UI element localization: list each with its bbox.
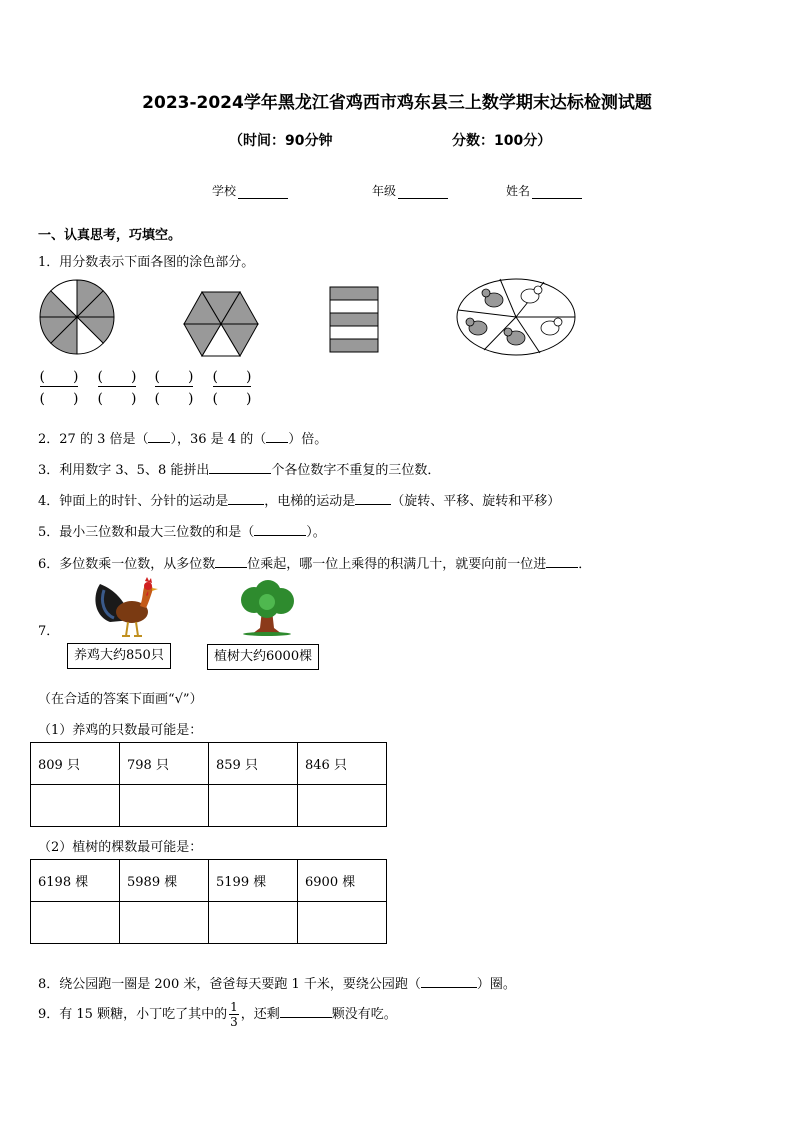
option-cell: 846 只 [298,743,387,785]
denominator-blank: ( ) [212,391,252,407]
q7-instruction: （在合适的答案下面画“√”） [38,692,203,707]
rooster-image [90,576,162,640]
question-3: 3．利用数字 3、5、8 能拼出 个各位数字不重复的三位数． [38,463,441,478]
denominator-blank: ( ) [97,391,137,407]
school-label: 学校 [212,184,237,198]
tree-estimate-box: 植树大约6000棵 [207,644,319,670]
question-1: 1．用分数表示下面各图的涂色部分。 [38,255,255,270]
answer-blank[interactable] [421,975,477,988]
circle-figure [36,276,118,358]
option-cell: 809 只 [31,743,120,785]
check-cell[interactable] [298,785,387,827]
school-field [212,182,288,199]
question-5: 5．最小三位数和最大三位数的和是（ ）。 [38,525,326,540]
denominator-blank: ( ) [154,391,194,407]
question-9: 9．有 15 颗糖，小丁吃了其中的 $\frac{1}{3}$ ，还剩 颗没有吃。 [38,1000,397,1029]
exam-time: （时间：90分钟 [229,133,333,149]
check-cell[interactable] [298,902,387,944]
check-cell[interactable] [209,785,298,827]
question-6: 6．多位数乘一位数，从多位数 位乘起，哪一位上乘得的积满几十，就要向前一位进 ． [38,557,592,572]
grade-label: 年级 [372,184,397,198]
answer-blank[interactable] [266,430,288,443]
question-8: 8．绕公园跑一圈是 200 米，爸爸每天要跑 1 千米，要绕公园跑（ ）圈。 [38,977,516,992]
school-blank [238,185,288,199]
answer-blank[interactable] [280,1005,332,1018]
question-4: 4．钟面上的时针、分针的运动是 ，电梯的运动是 （旋转、平移、旋转和平移） [38,494,561,509]
answer-blank[interactable] [254,523,306,536]
option-cell: 5199 棵 [209,860,298,902]
check-cell[interactable] [120,785,209,827]
tree-image [236,580,298,636]
q7-sub1: （1）养鸡的只数最可能是： [38,723,203,738]
ducks-oval-figure [454,276,578,358]
grade-field [372,182,448,199]
numerator-blank: ( ) [39,369,79,385]
fraction-blank-1[interactable] [38,366,80,410]
section-heading: 一、认真思考，巧填空。 [38,228,182,243]
chicken-options-table [30,742,387,827]
denominator-blank: ( ) [39,391,79,407]
answer-blank[interactable] [546,555,578,568]
question-7-number: 7． [38,624,60,639]
tree-options-table [30,859,387,944]
fraction-one-third: $\frac{1}{3}$ [230,1000,238,1029]
check-cell[interactable] [209,902,298,944]
page-title: 2023-2024学年黑龙江省鸡西市鸡东县三上数学期末达标检测试题 [142,93,652,113]
question-2: 2．27 的 3 倍是（ ），36 是 4 的（ ）倍。 [38,432,328,447]
numerator-blank: ( ) [212,369,252,385]
rectangle-strips-figure [328,285,380,355]
hexagon-figure [182,290,260,358]
check-cell[interactable] [120,902,209,944]
check-cell[interactable] [31,902,120,944]
numerator-blank: ( ) [154,369,194,385]
option-cell: 798 只 [120,743,209,785]
grade-blank [398,185,448,199]
fraction-blank-2[interactable] [96,366,138,410]
q7-sub2: （2）植树的棵数最可能是： [38,840,203,855]
chicken-estimate-box: 养鸡大约850只 [67,643,171,669]
fraction-blank-3[interactable] [153,366,195,410]
answer-blank[interactable] [228,492,264,505]
exam-score: 分数：100分） [452,133,552,149]
option-cell: 6900 棵 [298,860,387,902]
numerator-blank: ( ) [97,369,137,385]
name-blank [532,185,582,199]
check-cell[interactable] [31,785,120,827]
answer-blank[interactable] [215,555,247,568]
answer-blank[interactable] [148,430,170,443]
option-cell: 6198 棵 [31,860,120,902]
option-cell: 859 只 [209,743,298,785]
name-field [506,182,582,199]
fraction-blank-4[interactable] [211,366,253,410]
option-cell: 5989 棵 [120,860,209,902]
answer-blank[interactable] [355,492,391,505]
name-label: 姓名 [506,184,531,198]
answer-blank[interactable] [209,461,271,474]
